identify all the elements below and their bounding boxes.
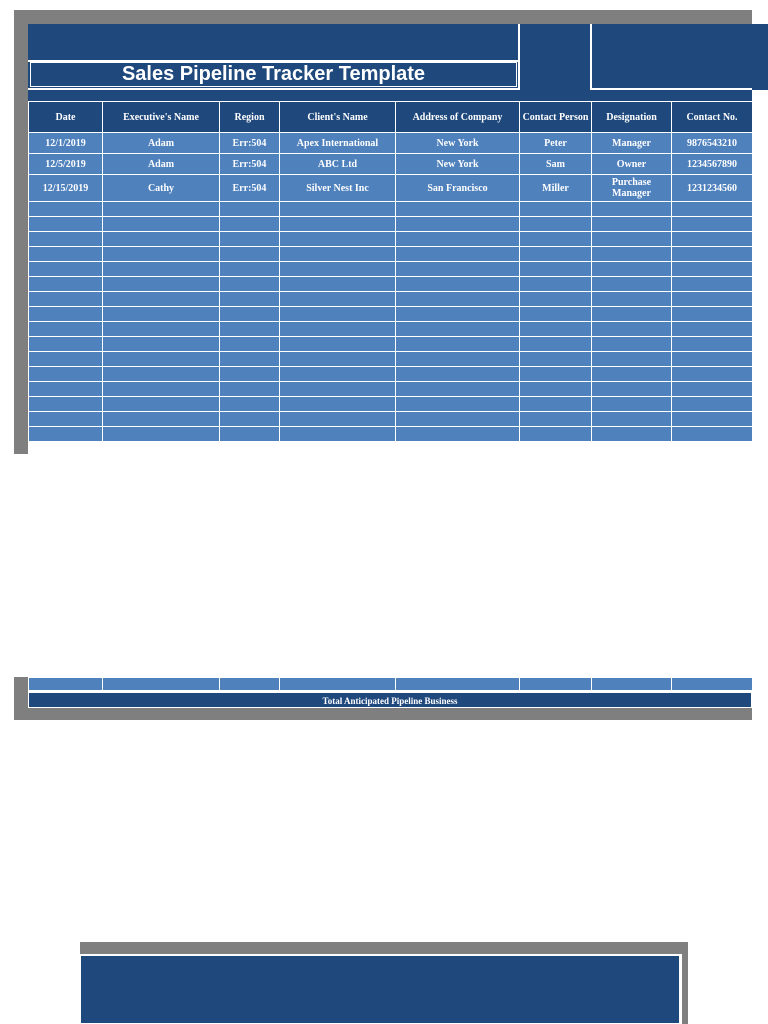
cell-empty[interactable] [103, 397, 220, 412]
cell-empty[interactable] [592, 352, 672, 367]
cell-empty[interactable] [29, 382, 103, 397]
cell-empty[interactable] [29, 307, 103, 322]
cell-empty[interactable] [672, 292, 753, 307]
cell-empty[interactable] [220, 307, 280, 322]
cell-empty[interactable] [396, 427, 520, 442]
cell-empty[interactable] [396, 217, 520, 232]
cell-empty[interactable] [672, 337, 753, 352]
column-header-address[interactable]: Address of Company [396, 102, 520, 133]
cell-empty[interactable] [592, 217, 672, 232]
cell-empty[interactable] [220, 202, 280, 217]
cell-empty[interactable] [396, 202, 520, 217]
cell-empty[interactable] [280, 277, 396, 292]
cell-empty[interactable] [280, 352, 396, 367]
cell-client[interactable]: Silver Nest Inc [280, 175, 396, 202]
cell-empty[interactable] [520, 367, 592, 382]
cell-client[interactable]: ABC Ltd [280, 154, 396, 175]
cell-designation[interactable]: Owner [592, 154, 672, 175]
cell-empty[interactable] [29, 337, 103, 352]
cell-empty[interactable] [592, 412, 672, 427]
header-hline-bottom [28, 88, 518, 90]
cell-empty[interactable] [672, 217, 753, 232]
cell-empty[interactable] [29, 262, 103, 277]
cell-empty[interactable] [29, 202, 103, 217]
cell-empty[interactable] [220, 412, 280, 427]
table-row [29, 262, 753, 277]
column-header-region[interactable]: Region [220, 102, 280, 133]
page2-frame-right [682, 954, 688, 1024]
table-row [29, 154, 753, 175]
page-title: Sales Pipeline Tracker Template [30, 62, 517, 87]
cell-empty[interactable] [396, 412, 520, 427]
cell-empty[interactable] [220, 382, 280, 397]
cell-empty[interactable] [672, 322, 753, 337]
cell-empty[interactable] [220, 232, 280, 247]
cell-empty[interactable] [103, 412, 220, 427]
cell-empty[interactable] [592, 292, 672, 307]
cell-empty[interactable] [672, 247, 753, 262]
cell-empty[interactable] [592, 262, 672, 277]
cell-empty[interactable] [103, 337, 220, 352]
cell-empty[interactable] [220, 247, 280, 262]
cell-empty[interactable] [396, 397, 520, 412]
cell-empty[interactable] [396, 307, 520, 322]
cell-empty[interactable] [592, 397, 672, 412]
cell-contact-person[interactable]: Sam [520, 154, 592, 175]
column-header-contact-no[interactable]: Contact No. [672, 102, 753, 133]
cell-empty[interactable] [672, 262, 753, 277]
cell-empty[interactable] [103, 217, 220, 232]
cell-empty[interactable] [220, 277, 280, 292]
cell-empty[interactable] [672, 427, 753, 442]
cell-contact-person[interactable]: Peter [520, 133, 592, 154]
cell-empty[interactable] [29, 217, 103, 232]
cell-region[interactable]: Err:504 [220, 154, 280, 175]
cell-empty[interactable] [103, 292, 220, 307]
cell-empty[interactable] [592, 307, 672, 322]
cell-empty[interactable] [592, 322, 672, 337]
cell-empty[interactable] [103, 232, 220, 247]
cell-contact-no[interactable]: 1231234560 [672, 175, 753, 202]
cell-empty[interactable] [280, 412, 396, 427]
cell-empty[interactable] [520, 232, 592, 247]
cell-empty[interactable] [29, 427, 103, 442]
cell-designation[interactable]: Purchase Manager [592, 175, 672, 202]
table-row [29, 307, 753, 322]
cell-empty[interactable] [396, 382, 520, 397]
cell-empty[interactable] [396, 367, 520, 382]
cell-empty[interactable] [672, 352, 753, 367]
sheet-frame-top [14, 10, 752, 24]
cell-empty[interactable] [103, 307, 220, 322]
cell-empty[interactable] [672, 232, 753, 247]
table-row [29, 427, 753, 442]
cell-empty[interactable] [220, 262, 280, 277]
cell-empty[interactable] [520, 277, 592, 292]
cell-empty[interactable] [592, 367, 672, 382]
cell-empty[interactable] [280, 217, 396, 232]
cell-empty[interactable] [280, 427, 396, 442]
cell-empty[interactable] [220, 337, 280, 352]
cell-empty[interactable] [220, 217, 280, 232]
cell-empty[interactable] [592, 382, 672, 397]
cell-region[interactable]: Err:504 [220, 175, 280, 202]
cell-empty[interactable] [672, 412, 753, 427]
header-right-block [744, 24, 768, 90]
total-pipeline-label: Total Anticipated Pipeline Business [28, 692, 752, 708]
table-row [29, 133, 753, 154]
cell-date[interactable]: 12/15/2019 [29, 175, 103, 202]
cell-empty[interactable] [220, 397, 280, 412]
cell-empty[interactable] [220, 352, 280, 367]
cell-empty[interactable] [672, 277, 753, 292]
cell-empty[interactable] [520, 307, 592, 322]
cell-empty[interactable] [592, 337, 672, 352]
table-row [29, 352, 753, 367]
table-row [29, 217, 753, 232]
sheet-frame-bottom [14, 708, 752, 720]
cell-empty[interactable] [396, 322, 520, 337]
cell-empty[interactable] [672, 367, 753, 382]
cell-empty[interactable] [280, 337, 396, 352]
cell-empty[interactable] [103, 678, 220, 691]
cell-empty[interactable] [280, 247, 396, 262]
cell-empty[interactable] [280, 397, 396, 412]
cell-contact-no[interactable]: 1234567890 [672, 154, 753, 175]
table-row [29, 322, 753, 337]
cell-empty[interactable] [280, 292, 396, 307]
cell-empty[interactable] [396, 247, 520, 262]
sheet-frame-left [14, 10, 28, 454]
cell-empty[interactable] [520, 412, 592, 427]
cell-empty[interactable] [29, 678, 103, 691]
column-header-executive[interactable]: Executive's Name [103, 102, 220, 133]
cell-date[interactable]: 12/5/2019 [29, 154, 103, 175]
cell-empty[interactable] [520, 427, 592, 442]
cell-empty[interactable] [280, 232, 396, 247]
cell-empty[interactable] [29, 352, 103, 367]
cell-empty[interactable] [29, 322, 103, 337]
table-row [29, 412, 753, 427]
cell-empty[interactable] [592, 277, 672, 292]
cell-empty[interactable] [396, 292, 520, 307]
column-header-contact-person[interactable]: Contact Person [520, 102, 592, 133]
table-row [29, 292, 753, 307]
cell-empty[interactable] [672, 397, 753, 412]
cell-empty[interactable] [29, 412, 103, 427]
cell-empty[interactable] [592, 232, 672, 247]
cell-executive[interactable]: Adam [103, 133, 220, 154]
cell-empty[interactable] [520, 678, 592, 691]
cell-empty[interactable] [220, 678, 280, 691]
cell-empty[interactable] [672, 382, 753, 397]
table-row [29, 175, 753, 202]
cell-designation[interactable]: Manager [592, 133, 672, 154]
cell-empty[interactable] [29, 397, 103, 412]
cell-empty[interactable] [29, 367, 103, 382]
cell-empty[interactable] [396, 678, 520, 691]
cell-empty[interactable] [280, 262, 396, 277]
table-row [29, 367, 753, 382]
header-divider-1 [518, 24, 520, 90]
cell-empty[interactable] [103, 277, 220, 292]
cell-empty[interactable] [29, 292, 103, 307]
cell-empty[interactable] [672, 202, 753, 217]
pipeline-table [28, 101, 753, 442]
cell-empty[interactable] [103, 247, 220, 262]
cell-address[interactable]: New York [396, 133, 520, 154]
cell-empty[interactable] [280, 307, 396, 322]
cell-empty[interactable] [520, 382, 592, 397]
table-row [29, 678, 753, 691]
cell-empty[interactable] [103, 427, 220, 442]
column-header-client[interactable]: Client's Name [280, 102, 396, 133]
cell-empty[interactable] [592, 678, 672, 691]
table-row [29, 202, 753, 217]
cell-empty[interactable] [520, 322, 592, 337]
cell-empty[interactable] [520, 262, 592, 277]
cell-empty[interactable] [103, 262, 220, 277]
cell-empty[interactable] [396, 277, 520, 292]
cell-empty[interactable] [520, 292, 592, 307]
cell-empty[interactable] [103, 202, 220, 217]
cell-empty[interactable] [672, 307, 753, 322]
cell-empty[interactable] [220, 322, 280, 337]
cell-empty[interactable] [672, 678, 753, 691]
cell-executive[interactable]: Cathy [103, 175, 220, 202]
cell-contact-person[interactable]: Miller [520, 175, 592, 202]
cell-empty[interactable] [396, 337, 520, 352]
cell-empty[interactable] [220, 292, 280, 307]
column-header-designation[interactable]: Designation [592, 102, 672, 133]
header-box-right [592, 88, 752, 90]
cell-empty[interactable] [280, 678, 396, 691]
cell-empty[interactable] [220, 427, 280, 442]
bottom-blank-row [28, 677, 753, 691]
page2-header-block [80, 955, 680, 1024]
cell-executive[interactable]: Adam [103, 154, 220, 175]
table-row [29, 247, 753, 262]
page2-frame-top [80, 942, 688, 954]
cell-empty[interactable] [103, 322, 220, 337]
cell-empty[interactable] [520, 217, 592, 232]
table-header-row [29, 102, 753, 133]
table-row [29, 397, 753, 412]
cell-contact-no[interactable]: 9876543210 [672, 133, 753, 154]
table-row [29, 337, 753, 352]
cell-empty[interactable] [29, 247, 103, 262]
cell-empty[interactable] [280, 202, 396, 217]
cell-empty[interactable] [396, 262, 520, 277]
table-row [29, 277, 753, 292]
cell-empty[interactable] [280, 322, 396, 337]
cell-empty[interactable] [396, 352, 520, 367]
cell-date[interactable]: 12/1/2019 [29, 133, 103, 154]
cell-empty[interactable] [520, 352, 592, 367]
cell-empty[interactable] [103, 382, 220, 397]
column-header-date[interactable]: Date [29, 102, 103, 133]
cell-empty[interactable] [520, 337, 592, 352]
cell-empty[interactable] [29, 232, 103, 247]
cell-address[interactable]: San Francisco [396, 175, 520, 202]
cell-empty[interactable] [520, 247, 592, 262]
cell-empty[interactable] [396, 232, 520, 247]
cell-empty[interactable] [520, 397, 592, 412]
cell-empty[interactable] [280, 382, 396, 397]
cell-empty[interactable] [103, 352, 220, 367]
cell-empty[interactable] [29, 277, 103, 292]
cell-empty[interactable] [280, 367, 396, 382]
table-row [29, 382, 753, 397]
cell-client[interactable]: Apex International [280, 133, 396, 154]
cell-empty[interactable] [592, 427, 672, 442]
cell-empty[interactable] [103, 367, 220, 382]
cell-address[interactable]: New York [396, 154, 520, 175]
cell-empty[interactable] [592, 247, 672, 262]
header-divider-2 [590, 24, 592, 90]
cell-region[interactable]: Err:504 [220, 133, 280, 154]
table-row [29, 232, 753, 247]
cell-empty[interactable] [592, 202, 672, 217]
cell-empty[interactable] [520, 202, 592, 217]
cell-empty[interactable] [220, 367, 280, 382]
